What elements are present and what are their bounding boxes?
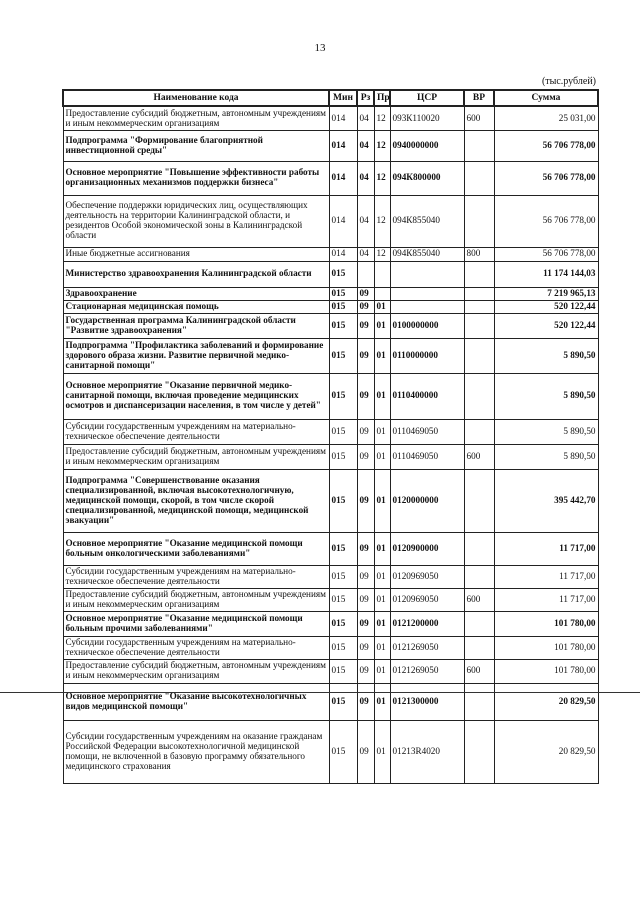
- row-min: 015: [329, 683, 357, 720]
- header-pr: Пр: [374, 90, 390, 106]
- row-min: 015: [329, 261, 357, 287]
- row-sum: 395 442,70: [494, 469, 598, 532]
- row-pr: 01: [374, 444, 390, 469]
- row-min: 014: [329, 106, 357, 130]
- row-pr: 01: [374, 338, 390, 373]
- row-csr: [390, 261, 464, 287]
- header-vr: ВР: [464, 90, 494, 106]
- row-vr: [464, 338, 494, 373]
- row-min: 015: [329, 287, 357, 300]
- row-vr: [464, 683, 494, 720]
- table-row: [63, 130, 598, 161]
- row-rz: [357, 261, 374, 287]
- table-row: [63, 720, 598, 783]
- row-sum: 56 706 778,00: [494, 195, 598, 247]
- row-vr: [464, 720, 494, 783]
- row-name: Государственная программа Калининградской области "Развитие здравоохранения": [63, 313, 329, 338]
- row-csr: [390, 287, 464, 300]
- row-csr: 0110469050: [390, 419, 464, 444]
- row-name: Основное мероприятие "Оказание первичной медико-санитарной помощи, включая проведение медицинских осмотров и диспансеризации населения, в том числе у детей": [63, 373, 329, 419]
- row-pr: 01: [374, 565, 390, 588]
- row-sum: 101 780,00: [494, 611, 598, 636]
- row-min: 015: [329, 469, 357, 532]
- row-name: Субсидии государственным учреждениям на материально-техническое обеспечение деятельности: [63, 636, 329, 659]
- row-pr: [374, 261, 390, 287]
- row-rz: 09: [357, 659, 374, 683]
- row-sum: 11 717,00: [494, 565, 598, 588]
- table-row: [63, 419, 598, 444]
- row-name: Предоставление субсидий бюджетным, автономным учреждениям и иным некоммерческим организациям: [63, 588, 329, 611]
- row-rz: 09: [357, 338, 374, 373]
- table-row: [63, 313, 598, 338]
- table-row: [63, 532, 598, 565]
- row-sum: 56 706 778,00: [494, 161, 598, 195]
- row-csr: 0121269050: [390, 636, 464, 659]
- row-vr: [464, 161, 494, 195]
- row-sum: 101 780,00: [494, 636, 598, 659]
- row-rz: 04: [357, 161, 374, 195]
- table-row: [63, 683, 598, 720]
- row-name: Подпрограмма "Формирование благоприятной инвестиционной среды": [63, 130, 329, 161]
- row-min: 015: [329, 532, 357, 565]
- row-sum: 520 122,44: [494, 313, 598, 338]
- header-min: Мин: [329, 90, 357, 106]
- row-pr: 01: [374, 532, 390, 565]
- row-pr: 01: [374, 469, 390, 532]
- row-csr: 0940000000: [390, 130, 464, 161]
- row-csr: [390, 300, 464, 313]
- row-sum: 5 890,50: [494, 338, 598, 373]
- row-csr: 094К855040: [390, 247, 464, 261]
- row-csr: 0120969050: [390, 588, 464, 611]
- row-pr: 01: [374, 720, 390, 783]
- row-name: Подпрограмма "Профилактика заболеваний и формирование здорового образа жизни. Развитие первичной медико-санитарной помощи": [63, 338, 329, 373]
- table-row: [63, 611, 598, 636]
- table-row: [63, 659, 598, 683]
- row-csr: 0110400000: [390, 373, 464, 419]
- row-pr: 12: [374, 161, 390, 195]
- table-row: [63, 636, 598, 659]
- row-min: 015: [329, 419, 357, 444]
- row-sum: 56 706 778,00: [494, 130, 598, 161]
- row-rz: 04: [357, 195, 374, 247]
- row-name: Предоставление субсидий бюджетным, автономным учреждениям и иным некоммерческим организациям: [63, 444, 329, 469]
- row-sum: 11 717,00: [494, 588, 598, 611]
- row-pr: 01: [374, 683, 390, 720]
- row-min: 015: [329, 659, 357, 683]
- row-sum: 11 174 144,03: [494, 261, 598, 287]
- row-vr: [464, 373, 494, 419]
- table-row: [63, 373, 598, 419]
- table-row: [63, 195, 598, 247]
- row-rz: 09: [357, 300, 374, 313]
- row-rz: 09: [357, 683, 374, 720]
- row-rz: 09: [357, 419, 374, 444]
- row-pr: 12: [374, 106, 390, 130]
- row-csr: 0120900000: [390, 532, 464, 565]
- row-vr: 600: [464, 659, 494, 683]
- header-sum: Сумма: [494, 90, 598, 106]
- row-min: 015: [329, 313, 357, 338]
- table-body: [63, 106, 598, 783]
- row-rz: 09: [357, 373, 374, 419]
- row-name: Основное мероприятие "Повышение эффективности работы организационных механизмов поддержки бизнеса": [63, 161, 329, 195]
- table-row: [63, 106, 598, 130]
- table-row: [63, 300, 598, 313]
- table-row: [63, 565, 598, 588]
- row-name: Предоставление субсидий бюджетным, автономным учреждениям и иным некоммерческим организациям: [63, 659, 329, 683]
- row-name: Министерство здравоохранения Калининградской области: [63, 261, 329, 287]
- table-row: [63, 588, 598, 611]
- row-pr: 12: [374, 130, 390, 161]
- row-name: Стационарная медицинская помощь: [63, 300, 329, 313]
- row-sum: 25 031,00: [494, 106, 598, 130]
- row-pr: [374, 287, 390, 300]
- row-pr: 01: [374, 636, 390, 659]
- row-rz: 09: [357, 313, 374, 338]
- row-pr: 01: [374, 300, 390, 313]
- row-min: 015: [329, 338, 357, 373]
- row-vr: [464, 636, 494, 659]
- row-name: Здравоохранение: [63, 287, 329, 300]
- table-row: [63, 161, 598, 195]
- row-vr: [464, 419, 494, 444]
- row-rz: 09: [357, 469, 374, 532]
- row-rz: 09: [357, 588, 374, 611]
- row-name: Подпрограмма "Совершенствование оказания специализированной, включая высокотехнологичную, медицинской помощи, скорой, в том числе скорой специализированной, медицинской помощи, медицинской эвакуации": [63, 469, 329, 532]
- units-label: (тыс.рублей): [541, 76, 596, 87]
- row-sum: 520 122,44: [494, 300, 598, 313]
- strike-through-line: [0, 692, 640, 693]
- row-vr: [464, 300, 494, 313]
- row-name: Основное мероприятие "Оказание медицинской помощи больным онкологическими заболеваниями": [63, 532, 329, 565]
- row-min: 015: [329, 300, 357, 313]
- row-pr: 01: [374, 611, 390, 636]
- row-pr: 12: [374, 195, 390, 247]
- row-rz: 09: [357, 444, 374, 469]
- page-number: 13: [314, 42, 326, 54]
- row-rz: 09: [357, 287, 374, 300]
- row-rz: 09: [357, 532, 374, 565]
- row-rz: 04: [357, 106, 374, 130]
- row-pr: 01: [374, 373, 390, 419]
- row-name: Субсидии государственным учреждениям на материально-техническое обеспечение деятельности: [63, 419, 329, 444]
- table-row: [63, 469, 598, 532]
- row-rz: 09: [357, 720, 374, 783]
- row-vr: [464, 287, 494, 300]
- table-row: [63, 444, 598, 469]
- header-rz: Рз: [357, 90, 374, 106]
- row-sum: 5 890,50: [494, 444, 598, 469]
- row-rz: 04: [357, 130, 374, 161]
- row-sum: 20 829,50: [494, 683, 598, 720]
- row-min: 014: [329, 161, 357, 195]
- row-sum: 5 890,50: [494, 419, 598, 444]
- row-min: 015: [329, 720, 357, 783]
- row-name: Основное мероприятие "Оказание медицинской помощи больным прочими заболеваниями": [63, 611, 329, 636]
- row-csr: 01213R4020: [390, 720, 464, 783]
- row-vr: [464, 261, 494, 287]
- table-row: [63, 338, 598, 373]
- row-name: Иные бюджетные ассигнования: [63, 247, 329, 261]
- row-vr: [464, 611, 494, 636]
- row-sum: 11 717,00: [494, 532, 598, 565]
- row-csr: 0120969050: [390, 565, 464, 588]
- row-csr: 0110000000: [390, 338, 464, 373]
- row-rz: 04: [357, 247, 374, 261]
- row-csr: 0100000000: [390, 313, 464, 338]
- row-csr: 094К855040: [390, 195, 464, 247]
- row-rz: 09: [357, 636, 374, 659]
- row-name: Основное мероприятие "Оказание высокотехнологичных видов медицинской помощи": [63, 683, 329, 720]
- row-name: Субсидии государственным учреждениям на оказание гражданам Российской Федерации высокотехнологичной медицинской помощи, не включенной в базовую программу обязательного медицинского страхования: [63, 720, 329, 783]
- row-name: Субсидии государственным учреждениям на материально-техническое обеспечение деятельности: [63, 565, 329, 588]
- row-vr: 600: [464, 444, 494, 469]
- row-csr: 0121269050: [390, 659, 464, 683]
- row-vr: [464, 130, 494, 161]
- row-csr: 0120000000: [390, 469, 464, 532]
- row-min: 014: [329, 195, 357, 247]
- row-min: 015: [329, 588, 357, 611]
- row-csr: 094К800000: [390, 161, 464, 195]
- row-vr: 800: [464, 247, 494, 261]
- row-min: 014: [329, 130, 357, 161]
- row-sum: 20 829,50: [494, 720, 598, 783]
- row-rz: 09: [357, 611, 374, 636]
- row-csr: 0110469050: [390, 444, 464, 469]
- row-csr: 093К110020: [390, 106, 464, 130]
- row-min: 015: [329, 611, 357, 636]
- row-vr: [464, 532, 494, 565]
- row-pr: 01: [374, 659, 390, 683]
- row-min: 015: [329, 636, 357, 659]
- row-pr: 01: [374, 588, 390, 611]
- row-min: 015: [329, 444, 357, 469]
- row-sum: 56 706 778,00: [494, 247, 598, 261]
- row-min: 014: [329, 247, 357, 261]
- row-vr: 600: [464, 588, 494, 611]
- row-csr: 0121300000: [390, 683, 464, 720]
- table-row: [63, 247, 598, 261]
- row-min: 015: [329, 373, 357, 419]
- row-name: Обеспечение поддержки юридических лиц, осуществляющих деятельность на территории Калининградской области, и резидентов Особой экономической зоны в Калининградской области: [63, 195, 329, 247]
- header-csr: ЦСР: [390, 90, 464, 106]
- row-vr: 600: [464, 106, 494, 130]
- row-name: Предоставление субсидий бюджетным, автономным учреждениям и иным некоммерческим организациям: [63, 106, 329, 130]
- row-pr: 01: [374, 313, 390, 338]
- table-row: [63, 287, 598, 300]
- row-sum: 5 890,50: [494, 373, 598, 419]
- table-row: [63, 261, 598, 287]
- row-vr: [464, 565, 494, 588]
- row-vr: [464, 195, 494, 247]
- budget-table: [62, 89, 599, 784]
- row-pr: 12: [374, 247, 390, 261]
- row-sum: 101 780,00: [494, 659, 598, 683]
- header-name: Наименование кода: [63, 90, 329, 106]
- row-min: 015: [329, 565, 357, 588]
- table-header-row: [63, 90, 598, 106]
- row-vr: [464, 313, 494, 338]
- row-vr: [464, 469, 494, 532]
- row-rz: 09: [357, 565, 374, 588]
- row-sum: 7 219 965,13: [494, 287, 598, 300]
- row-pr: 01: [374, 419, 390, 444]
- row-csr: 0121200000: [390, 611, 464, 636]
